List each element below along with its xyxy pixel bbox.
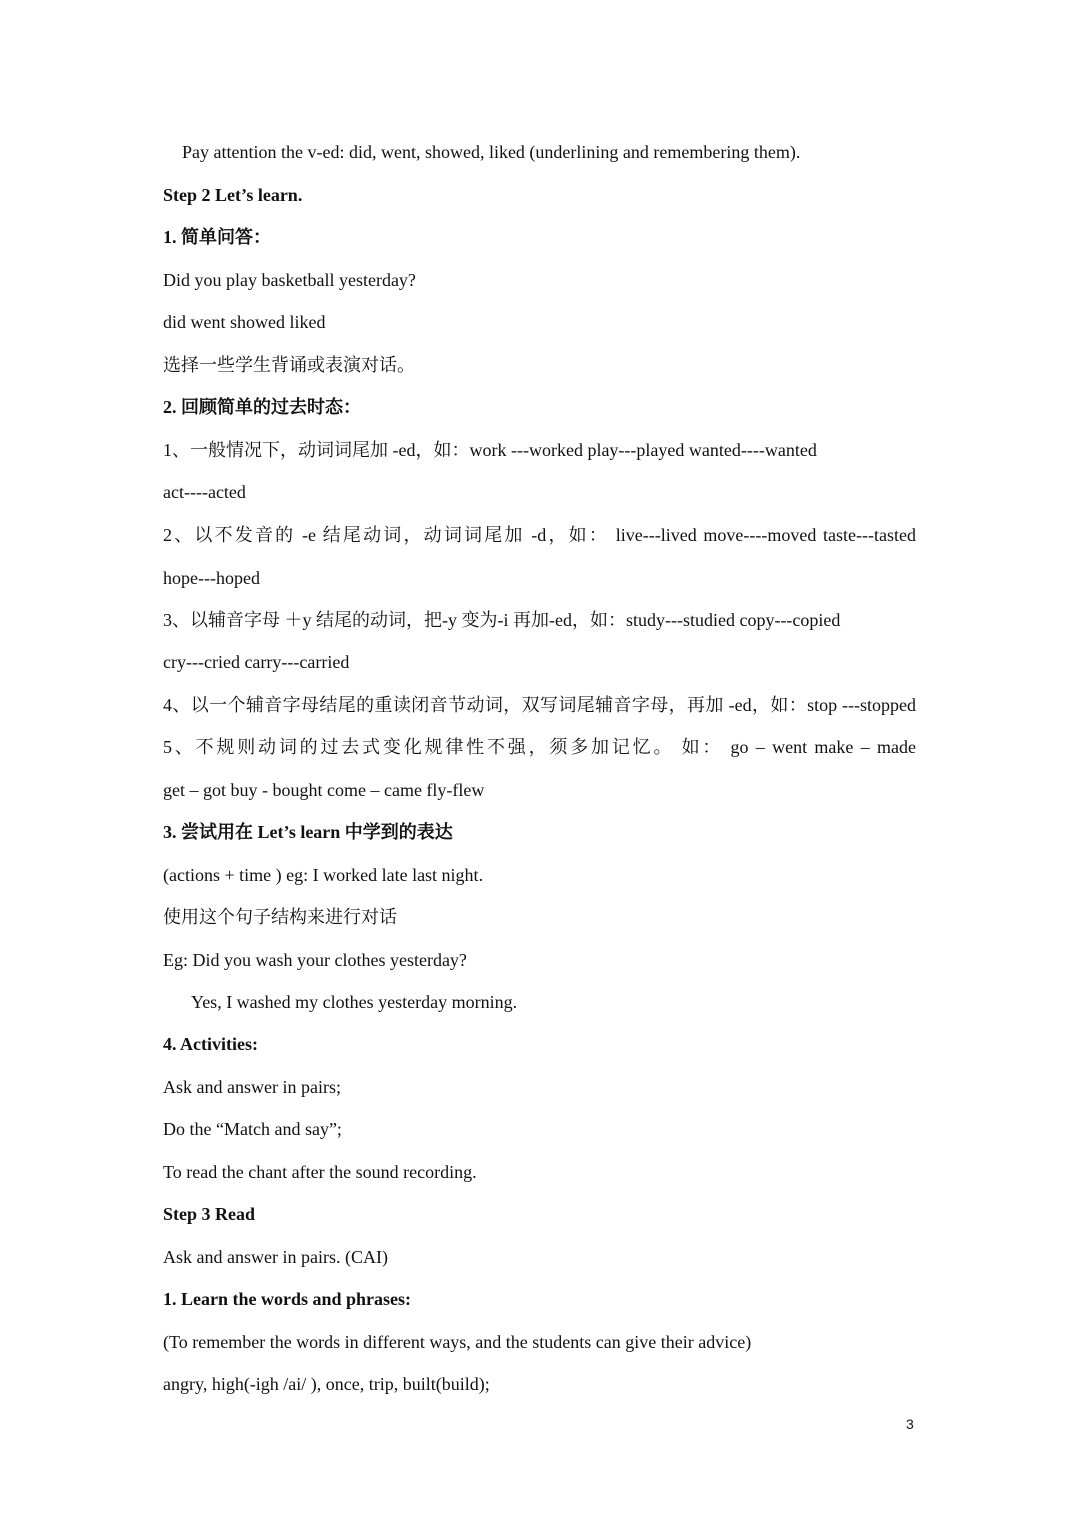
text-line: Do the “Match and say”; [163, 1119, 342, 1139]
text-line: Did you play basketball yesterday? [163, 270, 416, 290]
text-line: 使用这个句子结构来进行对话 [163, 907, 397, 927]
text-line: act----acted [163, 482, 246, 502]
section-heading: Step 3 Read [163, 1204, 256, 1224]
text-line: (actions + time ) eg: I worked late last night. [163, 865, 484, 885]
text-line: 选择一些学生背诵或表演对话。 [163, 355, 415, 375]
text-line: 2、以不发音的 -e 结尾动词，动词词尾加 -d，如： live---lived move----moved taste---tasted [163, 525, 916, 545]
subheading: 1. 简单问答： [163, 227, 271, 247]
subheading: 4. Activities: [163, 1034, 258, 1054]
text-line: 4、以一个辅音字母结尾的重读闭音节动词，双写词尾辅音字母，再加 -ed，如：stop ---stopped [163, 695, 916, 715]
text-line: hope---hoped [163, 568, 260, 588]
subheading: 2. 回顾简单的过去时态： [163, 397, 361, 417]
text-line: To read the chant after the sound recording. [163, 1162, 477, 1182]
text-line: Ask and answer in pairs. (CAI) [163, 1247, 388, 1267]
text-line: Pay attention the v-ed: did, went, showed, liked (underlining and remembering them). [182, 142, 801, 162]
text-line: Eg: Did you wash your clothes yesterday? [163, 950, 467, 970]
text-line: did went showed liked [163, 312, 326, 332]
text-line: cry---cried carry---carried [163, 652, 350, 672]
text-line: get – got buy - bought come – came fly-flew [163, 780, 485, 800]
text-line: Yes, I washed my clothes yesterday morning. [191, 992, 518, 1012]
text-line: 3、以辅音字母 ＋y 结尾的动词，把-y 变为-i 再加-ed，如：study---studied copy---copied [163, 610, 841, 630]
text-line: (To remember the words in different ways, and the students can give their advice) [163, 1332, 752, 1352]
subheading: 3. 尝试用在 Let’s learn 中学到的表达 [163, 822, 453, 842]
text-line: 1、一般情况下，动词词尾加 -ed，如：work ---worked play---played wanted----wanted [163, 440, 817, 460]
section-heading: Step 2 Let’s learn. [163, 185, 303, 205]
page-number: 3 [906, 1416, 914, 1432]
text-line: 5、不规则动词的过去式变化规律性不强，须多加记忆。 如： go – went make – made [163, 737, 916, 757]
text-line: angry, high(-igh /ai/ ), once, trip, built(build); [163, 1374, 490, 1394]
subheading: 1. Learn the words and phrases: [163, 1289, 412, 1309]
text-line: Ask and answer in pairs; [163, 1077, 341, 1097]
